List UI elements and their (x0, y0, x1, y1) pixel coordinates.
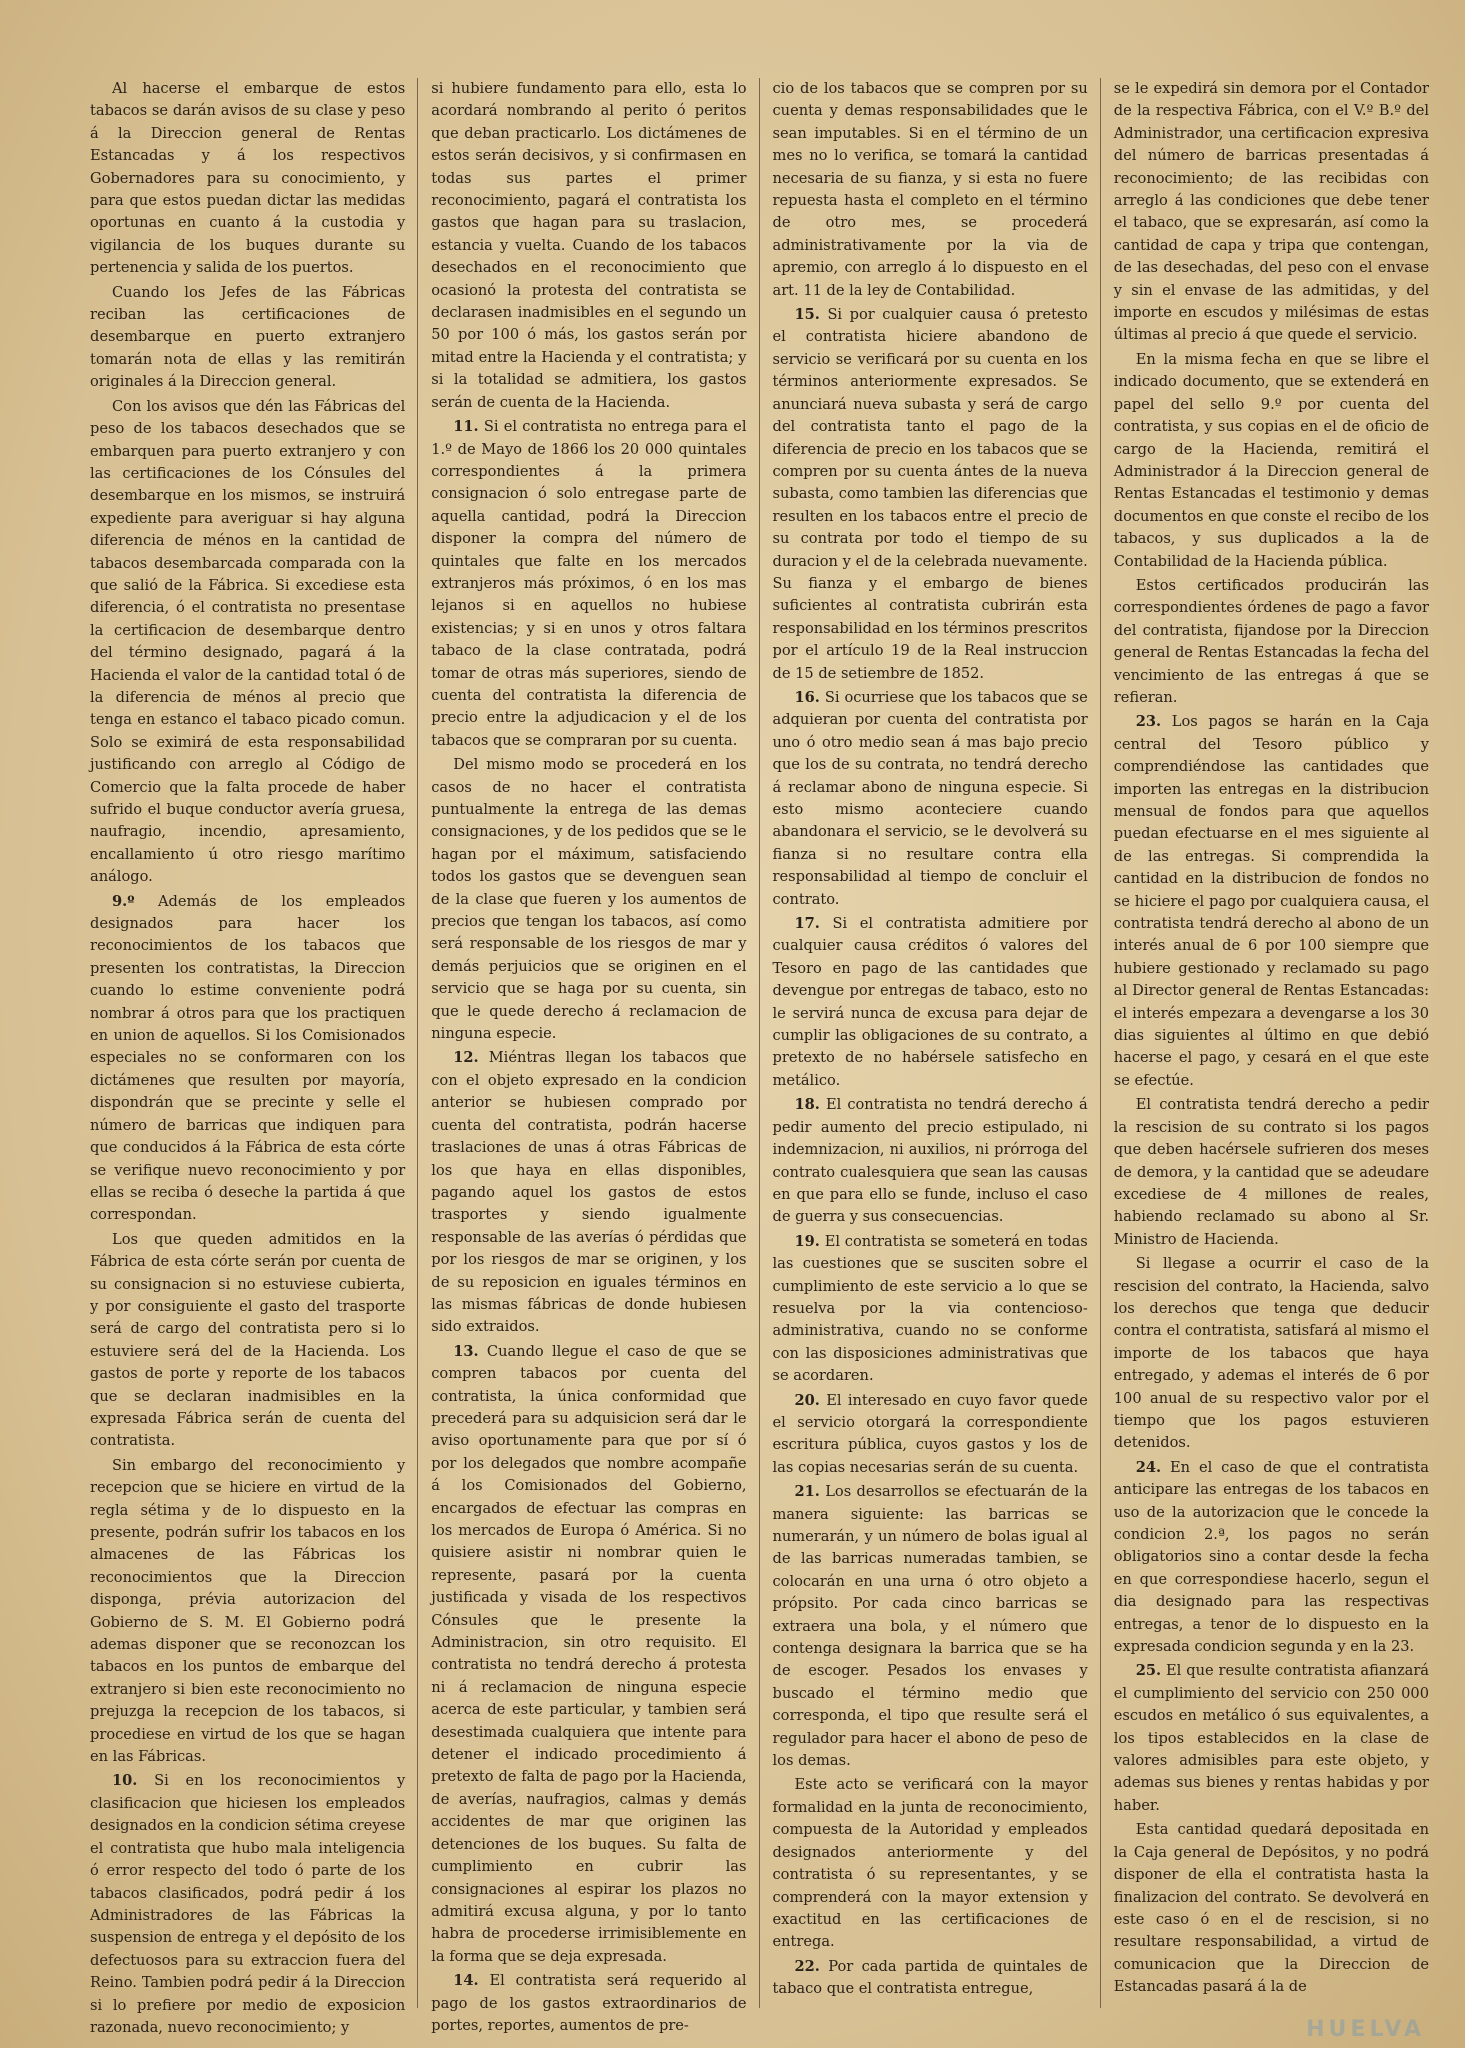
paragraph-text: En la misma fecha en que se libre el indicado documento, que se extenderá en papel del sello 9.º por cuenta del contratista, y sus copias en el de oficio de cargo de la Hacienda, remitirá el Administrador á la Direccion general de Rentas Estancadas el testimonio y demas documentos en que conste el recibo de los tabacos, y sus duplicados a la de Contabilidad de la Hacienda pública. (1113, 350, 1429, 570)
paragraph (90, 396, 405, 889)
paragraph-text: El que resulte contratista afianzará el cumplimiento del servicio con 250 000 escudos en metálico ó sus equivalentes, a los tipos establecidos en la clase de valores admisibles para este objeto, y ademas sus bienes y rentas habidas y por haber. (1113, 1662, 1430, 1814)
paragraph (1114, 1660, 1429, 1817)
paragraph (773, 687, 1088, 911)
paragraph-text: Al hacerse el embarque de estos tabacos se darán avisos de su clase y peso á la Direccion general de Rentas Estancadas y á los respectivos Gobernadores para su conocimiento, y para que estos puedan dictar las medidas oportunas en cuanto á la custodia y vigilancia de los buques durante su pertenencia y salida de los puertos. (90, 80, 406, 277)
paragraph (773, 304, 1088, 685)
paragraph-text: Si llegase a ocurrir el caso de la rescision del contrato, la Hacienda, salvo los derechos que tenga que deducir contra el contratista, satisfará al mismo el importe de los tabacos que haya entregado, y ademas el interés de 6 por 100 anual de su respectivo valor por el tiempo que los pagos estuvieren detenidos. (1113, 1255, 1429, 1452)
paragraph (773, 913, 1088, 1092)
clause-number: 19. (794, 1232, 820, 1250)
text-column-2 (431, 78, 747, 2034)
paragraph-text: Si ocurriese que los tabacos que se adquieran por cuenta del contratista por uno ó otro medio sean á mas bajo precio que los de su contrata, no tendrá derecho á reclamar abono de ninguna especie. Si esto mismo aconteciere cuando abandonara el servicio, se le devolverá su fianza si no resultare contra ella responsabilidad al tiempo de concluir el contrato. (772, 688, 1088, 908)
paragraph (773, 78, 1088, 302)
paragraph (90, 1770, 405, 2039)
paragraph-text: Los desarrollos se efectuarán de la manera siguiente: las barricas se numerarán, y un número de bolas igual al de las barricas numeradas tambien, se colocarán en una urna ó otro objeto a própsito. Por cada cinco barricas se extraera una bola, y el número que contenga designara la barrica que se ha de escoger. Pesados los envases y buscado el término medio que corresponda, el tipo que resulte será el regulador para hacer el abono de peso de los demas. (772, 1483, 1088, 1770)
text-column-3 (773, 78, 1088, 2008)
paragraph-text: Del mismo modo se procederá en los casos de no hacer el contratista puntualmente la entrega de las demas consignaciones, y de los pedidos que se le hagan por el máximum, satisfaciendo todos los gastos que se devenguen sean de la clase que fueren y los aumentos de precios que tengan los tabacos, así como será responsable de los riesgos de mar y demás perjuicios que se originen en el servicio que se haga por su cuenta, sin que le quede derecho á reclamacion de ninguna especie. (431, 756, 747, 1043)
paragraph-text: Si el contratista admitiere por cualquier causa créditos ó valores del Tesoro en pago de las cantidades que devengue por entregas de tabaco, esto no le servirá nunca de excusa para dejar de cumplir las obligaciones de su contrato, a pretexto de no habérsele satisfecho en metálico. (772, 915, 1088, 1089)
paragraph-text: El contratista tendrá derecho a pedir la rescision de su contrato si los pagos que deben hacérsele sufrieren dos meses de demora, y la cantidad que se adeudare excediese de 4 millones de reales, habiendo reclamado su abono al Sr. Ministro de Hacienda. (1113, 1096, 1429, 1248)
text-column-1 (90, 78, 406, 2036)
paragraph-text: El contratista no tendrá derecho á pedir aumento del precio estipulado, ni indemnizacion, ni auxilios, ni prórroga del contrato cualesquiera que sean las causas en que para ello se funde, incluso el caso de guerra y sus consecuencias. (772, 1096, 1088, 1226)
paragraph (773, 1774, 1088, 1953)
clause-number: 9.º (112, 892, 135, 910)
paragraph-text: Sin embargo del reconocimiento y recepcion que se hiciere en virtud de la regla sétima y de lo dispuesto en la presente, podrán sufrir los tabacos en los almacenes de las Fábricas los reconocimientos que la Direccion disponga, prévia autorizacion del Gobierno de S. M. El Gobierno podrá ademas disponer que se reconozcan los tabacos en los puntos de embarque del extranjero si bien este reconocimiento no prejuzga la recepcion de los tabacos, si procediese en virtud de los que se hagan en las Fábricas. (90, 1456, 406, 1766)
paragraph-text: cio de los tabacos que se compren por su cuenta y demas responsabilidades que le sean imputables. Si en el término de un mes no lo verifica, se tomará la cantidad necesaria de su fianza, y si esta no fuere repuesta hasta el completo en el término de otro mes, se procederá administrativamente por la via de apremio, con arreglo á lo dispuesto en el art. 11 de la ley de Contabilidad. (772, 80, 1088, 299)
clause-number: 18. (794, 1096, 820, 1114)
paragraph-text: Por cada partida de quintales de tabaco que el contratista entregue, (772, 1957, 1088, 1998)
library-watermark: HUELVA (1306, 2017, 1425, 2042)
paragraph (1114, 575, 1429, 709)
paragraph (431, 1047, 746, 1338)
clause-number: 12. (453, 1049, 479, 1067)
paragraph-text: El interesado en cuyo favor quede el servicio otorgará la correspondiente escritura pública, cuyos gastos y los de las copias necesarias serán de su cuenta. (772, 1391, 1088, 1476)
paragraph (90, 891, 405, 1227)
paragraph (431, 416, 746, 752)
clause-number: 23. (1135, 713, 1162, 731)
clause-number: 21. (794, 1483, 820, 1501)
paragraph (773, 1390, 1088, 1480)
clause-number: 22. (794, 1957, 820, 1975)
text-column-4 (1114, 78, 1429, 2008)
paragraph (773, 1094, 1088, 1228)
paragraph (1114, 1094, 1429, 1251)
clause-number: 16. (794, 688, 820, 706)
paragraph-text: Los que queden admitidos en la Fábrica de esta córte serán por cuenta de su consignacion si no estuviese cubierta, y por consiguiente el gasto del trasporte será de cargo del contratista pero si lo estuviere será del de la Hacienda. Los gastos de porte y reporte de los tabacos que se declaran inadmisibles en la expresada Fábrica serán de cuenta del contratista. (90, 1230, 406, 1450)
paragraph-text: Cuando los Jefes de las Fábricas reciban las certificaciones de desembarque en puerto extranjero tomarán nota de ellas y las remitirán originales á la Direccion general. (90, 283, 406, 391)
clause-number: 15. (794, 306, 820, 324)
paragraph (90, 1229, 405, 1453)
paragraph (431, 1341, 746, 1968)
paragraph-text: En el caso de que el contratista anticipare las entregas de los tabacos en uso de la autorizacion que le concede la condicion 2.ª, los pagos no serán obligatorios sino a contar desde la fecha en que correspondiese hacerlo, segun el dia designado para las respectivas entregas, a tenor de lo dispuesto en la expresada condicion segunda y en la 23. (1113, 1458, 1429, 1656)
paragraph (1114, 1253, 1429, 1455)
paragraph (431, 754, 746, 1045)
paragraph (773, 1231, 1088, 1388)
paragraph (431, 1970, 746, 2037)
paragraph-text: Los pagos se harán en la Caja central del Tesoro público y comprendiéndose las cantidades que importen las entregas en la distribucion mensual de fondos para que aquellos puedan efectuarse en el mes siguiente al de las entregas. Si comprendida la cantidad en la distribucion de fondos no se hiciere el pago por cualquiera causa, el contratista tendrá derecho al abono de un interés anual de 6 por 100 siempre que hubiere gestionado y reclamado su pago al Director general de Rentas Estancadas: el interés empezara a devengarse a los 30 dias siguientes al último en que debió hacerse el pago, y cesará en el que este se efectúe. (1113, 713, 1429, 1089)
paragraph-text: Miéntras llegan los tabacos que con el objeto expresado en la condicion anterior se hubiesen comprado por cuenta del contratista, podrán hacerse traslaciones de unas á otras Fábricas de los que haya en ellas disponibles, pagando aquel los gastos de estos trasportes y siendo igualmente responsable de las averías ó pérdidas que por los riesgos de mar se originen, y los de su reposicion en iguales términos en las mismas fábricas de donde hubiesen sido extraidos. (431, 1049, 747, 1336)
paragraph-text: El contratista se someterá en todas las cuestiones que se susciten sobre el cumplimiento de este servicio a lo que se resuelva por la via contencioso-administrativa, cuando no se conforme con las disposiciones administrativas que se acordaren. (772, 1232, 1088, 1385)
paragraph (90, 282, 405, 394)
paragraph (1114, 78, 1429, 347)
paragraph (1114, 349, 1429, 573)
clause-number: 25. (1135, 1662, 1162, 1680)
paragraph (773, 1481, 1088, 1772)
paragraph (90, 1455, 405, 1769)
paragraph-text: Con los avisos que dén las Fábricas del peso de los tabacos desechados que se embarquen para puerto extranjero y con las certificaciones de los Cónsules del desembarque en los mismos, se instruirá expediente para averiguar si hay alguna diferencia de ménos en la cantidad de tabacos desembarcada comparada con la que salió de la Fábrica. Si excediese esta diferencia, ó el contratista no presentase la certificacion de desembarque dentro del término designado, pagará á la Hacienda el valor de la cantidad total ó de la diferencia de ménos al precio que tenga en estanco el tabaco picado comun. Solo se eximirá de esta responsabilidad justificando con arreglo al Código de Comercio que la falta procede de haber sufrido el buque conductor avería gruesa, naufragio, incendio, apresamiento, encallamiento ú otro riesgo marítimo análogo. (90, 397, 406, 886)
paragraph (90, 78, 405, 280)
paragraph (1114, 711, 1429, 1092)
paragraph-text: Además de los empleados designados para hacer los reconocimientos de los tabacos que presenten los contratistas, la Direccion cuando lo estime conveniente podrá nombrar á otros para que los practiquen en union de aquellos. Si los Comisionados especiales no se conformaren con los dictámenes que resulten por mayoría, dispondrán que se precinte y selle el número de barricas que indiquen para que conducidos á la Fábrica de esta córte se verifique nuevo reconocimiento y por ellas se reciba ó deseche la partida á que correspondan. (90, 892, 406, 1224)
paragraph-text: si hubiere fundamento para ello, esta lo acordará nombrando al perito ó peritos que deban practicarlo. Los dictámenes de estos serán decisivos, y si confirmasen en todas sus partes el primer reconocimiento, pagará el contratista los gastos que hagan para su traslacion, estancia y vuelta. Cuando de los tabacos desechados en el reconocimiento que ocasionó la protesta del contratista se declarasen inadmisibles en el segundo un 50 por 100 ó más, los gastos serán por mitad entre la Hacienda y el contratista; y si la totalidad se admitiera, los gastos serán de cuenta de la Hacienda. (431, 80, 747, 411)
clause-number: 10. (112, 1772, 138, 1790)
clause-number: 13. (453, 1342, 479, 1360)
paragraph (431, 78, 746, 414)
paragraph-text: Esta cantidad quedará depositada en la Caja general de Depósitos, y no podrá disponer de ella el contratista hasta la finalizacion del contrato. Se devolverá en este caso ó en el de rescision, si no resultare responsabilidad, a virtud de comunicacion que la Direccion de Estancadas pasará á la de (1113, 1821, 1429, 1996)
paragraph-text: Cuando llegue el caso de que se compren tabacos por cuenta del contratista, la única conformidad que precederá para su adquisicion será dar le aviso oportunamente para que por sí ó por los delegados que nombre acompañe á los Comisionados del Gobierno, encargados de efectuar las compras en los mercados de Europa ó América. Si no quisiere asistir ni nombrar quien le represente, pasará por la cuenta justificada y visada de los respectivos Cónsules que le presente la Administracion, sin otro requisito. El contratista no tendrá derecho á protesta ni á reclamacion de ninguna especie acerca de este particular, y tambien será desestimada cualquiera que intente para detener el indicado procedimiento á pretexto de falta de pago por la Hacienda, de averías, naufragios, calmas y demás accidentes de mar que originen las detenciones de los buques. Su falta de cumplimiento en cubrir las consignaciones al espirar los plazos no admitirá excusa alguna, y por lo tanto habra de procederse irrimisiblemente en la forma que se deja expresada. (431, 1342, 747, 1965)
paragraph-text: El contratista será requerido al pago de los gastos extraordinarios de portes, reportes, aumentos de pre- (431, 1972, 747, 2034)
paragraph-text: Si en los reconocimientos y clasificacion que hiciesen los empleados designados en la condicion sétima creyese el contratista que hubo mala inteligencia ó error respecto del todo ó parte de los tabacos clasificados, podrá pedir á los Administradores de las Fábricas la suspension de entrega y el depósito de los defectuosos para su extraccion fuera del Reino. Tambien podrá pedir á la Direccion si lo prefiere por medio de exposicion razonada, nuevo reconocimiento; y (90, 1772, 406, 2036)
paragraph-text: se le expedirá sin demora por el Contador de la respectiva Fábrica, con el V.º B.º del Administrador, una certificacion expresiva del número de barricas presentadas á reconocimiento; de las recibidas con arreglo á las condiciones que debe tener el tabaco, que se expresarán, así como la cantidad de capa y tripa que contengan, de las desechadas, del peso con el envase y sin el envase de las admitidas, y del importe en escudos y milésimas de estas últimas al precio á que quede el servicio. (1113, 80, 1429, 344)
clause-number: 20. (794, 1391, 820, 1409)
paragraph-text: Si por cualquier causa ó pretesto el contratista hiciere abandono de servicio se verificará por su cuenta en los términos anteriormente expresados. Se anunciará nueva subasta y será de cargo del contratista tanto el pago de la diferencia de precio en los tabacos que se compren por su cuenta ántes de la nueva subasta, como tambien las diferencias que resulten en los tabacos entre el precio de su contrata por todo el tiempo de su duracion y el de la celebrada nuevamente. Su fianza y el embargo de bienes suficientes al contratista cubrirán esta responsabilidad en los términos prescritos por el artículo 19 de la Real instruccion de 15 de setiembre de 1852. (772, 306, 1088, 682)
paragraph (1114, 1819, 1429, 1998)
clause-number: 17. (794, 915, 820, 933)
clause-number: 24. (1135, 1458, 1162, 1476)
paragraph (773, 1956, 1088, 2001)
paragraph-text: Si el contratista no entrega para el 1.º de Mayo de 1866 los 20 000 quintales correspondientes á la primera consignacion ó solo entregase parte de aquella cantidad, podrá la Direccion disponer la compra del número de quintales que falte en los mercados extranjeros más próximos, ó en los mas lejanos si en aquellos no hubiese existencias; y si en unos y otros faltara tabaco de la clase contratada, podrá tomar de otras más superiores, siendo de cuenta del contratista la diferencia de precio entre la adjudicacion y el de los tabacos que se compraran por su cuenta. (431, 418, 747, 749)
paragraph-text: Estos certificados producirán las correspondientes órdenes de pago a favor del contratista, fijandose por la Direccion general de Rentas Estancadas la fecha del vencimiento de las entregas á que se refieran. (1113, 576, 1429, 706)
paragraph-text: Este acto se verificará con la mayor formalidad en la junta de reconocimiento, compuesta de la Autoridad y empleados designados anteriormente y del contratista ó su representantes, y se comprenderá con la mayor extension y exactitud en las certificaciones de entrega. (772, 1776, 1088, 1951)
clause-number: 14. (453, 1972, 479, 1990)
clause-number: 11. (453, 418, 479, 436)
paragraph (1114, 1457, 1429, 1659)
